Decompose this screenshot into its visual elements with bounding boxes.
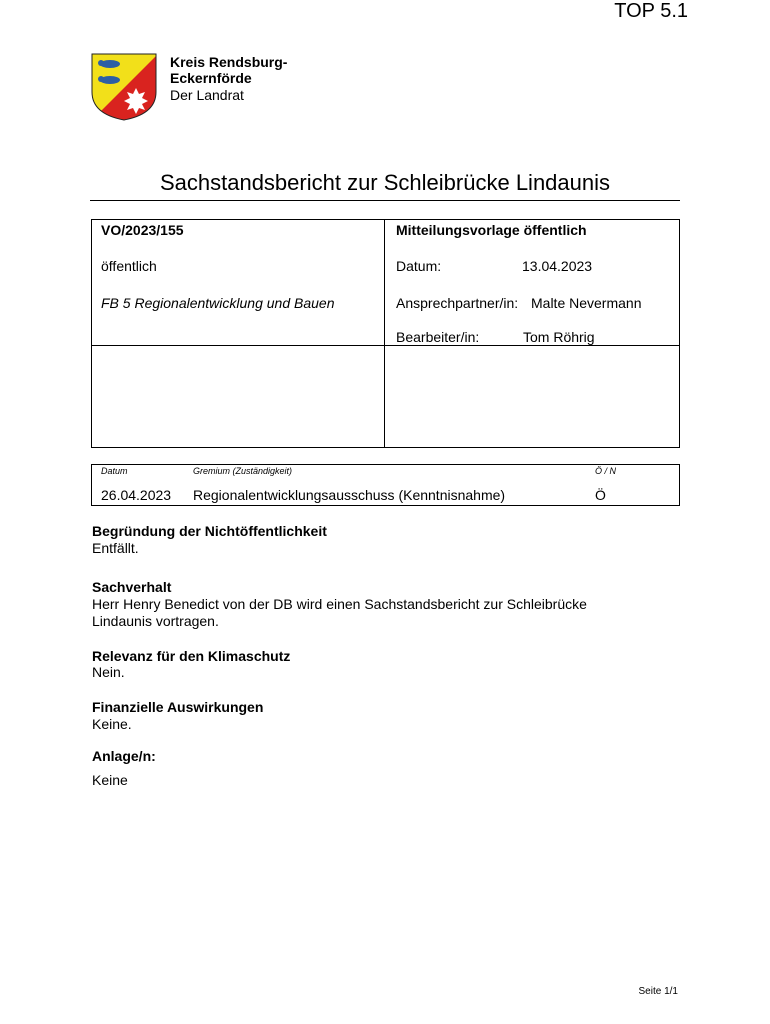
section-heading-facts: Sachverhalt [92, 579, 172, 595]
session-body: Regionalentwicklungsausschuss (Kenntnisnahme) [193, 487, 506, 503]
org-name-line-2: Eckernförde [170, 70, 252, 86]
visibility-value: öffentlich [101, 258, 157, 274]
department-value: FB 5 Regionalentwicklung und Bauen [101, 295, 335, 311]
document-number: VO/2023/155 [101, 222, 184, 238]
editor-label: Bearbeiter/in: [396, 329, 480, 345]
session-date: 26.04.2023 [101, 487, 172, 503]
info-table-row-divider [91, 345, 679, 346]
page-number: Seite 1/1 [638, 986, 678, 997]
section-text-reason: Entfällt. [92, 540, 139, 556]
session-header-date: Datum [101, 466, 128, 476]
section-text-climate: Nein. [92, 664, 125, 680]
session-public: Ö [595, 487, 606, 503]
session-header-body: Gremium (Zuständigkeit) [193, 466, 293, 476]
agenda-item-label: TOP 5.1 [614, 0, 688, 22]
section-heading-reason: Begründung der Nichtöffentlichkeit [92, 523, 327, 539]
org-subtitle: Der Landrat [170, 87, 244, 103]
date-value: 13.04.2023 [522, 258, 593, 274]
section-text-attachments: Keine [92, 772, 128, 788]
document-type: Mitteilungsvorlage öffentlich [396, 222, 587, 238]
org-name-line-1: Kreis Rendsburg- [170, 54, 288, 70]
section-text-finance: Keine. [92, 716, 132, 732]
coat-of-arms-icon [90, 52, 158, 122]
section-text-facts-line-2: Lindaunis vortragen. [92, 613, 219, 629]
title-divider [90, 200, 680, 201]
date-label: Datum: [396, 258, 442, 274]
section-text-facts-line-1: Herr Henry Benedict von der DB wird einen Sachstandsbericht zur Schleibrücke [92, 596, 587, 612]
editor-value: Tom Röhrig [523, 329, 595, 345]
section-heading-finance: Finanzielle Auswirkungen [92, 699, 264, 715]
session-header-public: Ö / N [595, 466, 617, 476]
contact-value: Malte Nevermann [531, 295, 642, 311]
section-heading-attachments: Anlage/n: [92, 748, 156, 764]
document-title: Sachstandsbericht zur Schleibrücke Lindaunis [159, 170, 611, 195]
info-table-column-divider [384, 219, 385, 447]
section-heading-climate: Relevanz für den Klimaschutz [92, 648, 291, 664]
contact-label: Ansprechpartner/in: [396, 295, 519, 311]
